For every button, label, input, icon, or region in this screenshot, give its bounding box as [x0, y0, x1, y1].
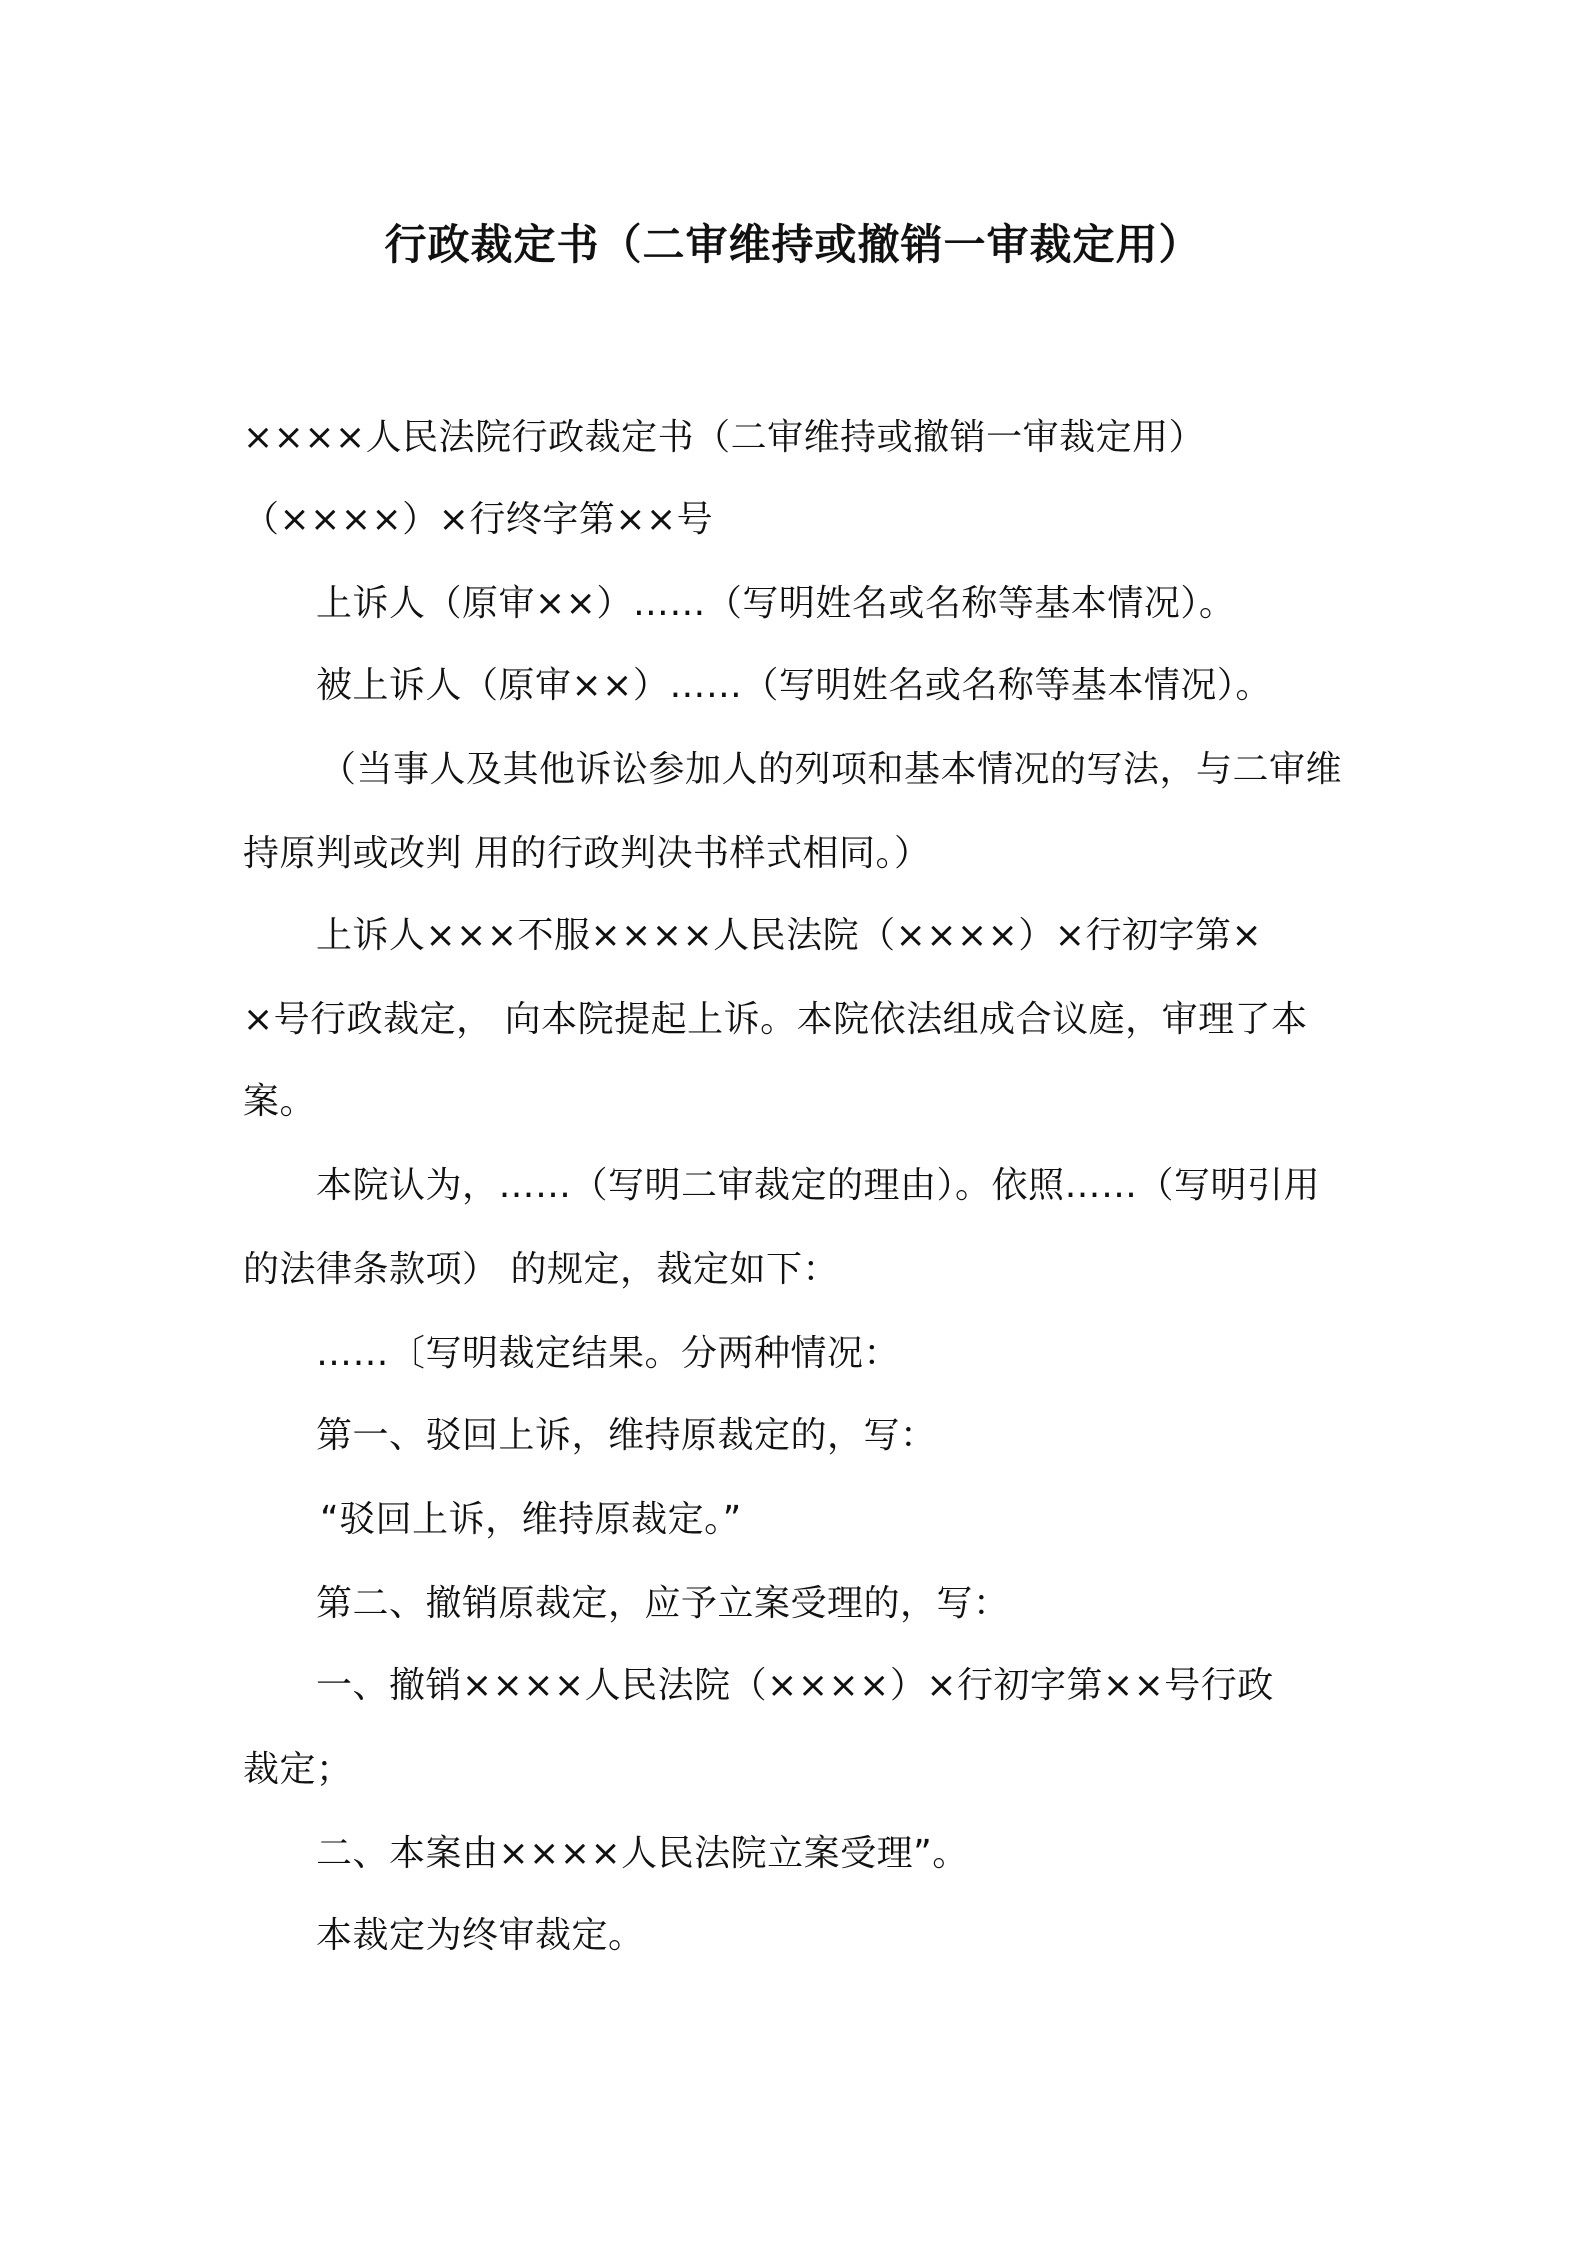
revoke-ruling-line-1: 一、撤销××××人民法院（××××）×行初字第××号行政 — [316, 1665, 1274, 1706]
document-title: 行政裁定书（二审维持或撤销一审裁定用） — [384, 220, 1202, 269]
court-heading-line: ××××人民法院行政裁定书（二审维持或撤销一审裁定用） — [243, 417, 1206, 458]
case-two-line: 第二、撤销原裁定，应予立案受理的，写： — [316, 1583, 1010, 1624]
appellee-line: 被上诉人（原审××）……（写明姓名或名称等基本情况）。 — [316, 665, 1272, 706]
ruling-result-line: ……〔写明裁定结果。分两种情况： — [316, 1333, 901, 1374]
case-one-line: 第一、驳回上诉，维持原裁定的，写： — [316, 1415, 937, 1456]
case-one-quote-line: “驳回上诉，维持原裁定。” — [320, 1499, 742, 1540]
parties-note-line-2: 持原判或改判 用的行政判决书样式相同。） — [243, 833, 931, 874]
parties-note-line-1: （当事人及其他诉讼参加人的列项和基本情况的写法，与二审维 — [320, 749, 1343, 790]
appeal-statement-line-2: ×号行政裁定， 向本院提起上诉。本院依法组成合议庭，审理了本 — [243, 999, 1308, 1040]
revoke-ruling-line-2: 裁定； — [243, 1749, 353, 1790]
appeal-statement-line-3: 案。 — [243, 1081, 317, 1122]
court-opinion-line-2: 的法律条款项） 的规定，裁定如下： — [243, 1249, 839, 1290]
acceptance-line: 二、本案由××××人民法院立案受理”。 — [316, 1833, 969, 1874]
appeal-statement-line-1: 上诉人×××不服××××人民法院（××××）×行初字第× — [316, 915, 1263, 956]
case-number-line: （××××）×行终字第××号 — [243, 499, 714, 540]
appellant-line: 上诉人（原审××）……（写明姓名或名称等基本情况）。 — [316, 583, 1236, 624]
final-ruling-line: 本裁定为终审裁定。 — [316, 1915, 645, 1956]
court-opinion-line-1: 本院认为，……（写明二审裁定的理由）。依照……（写明引用 — [316, 1165, 1321, 1206]
